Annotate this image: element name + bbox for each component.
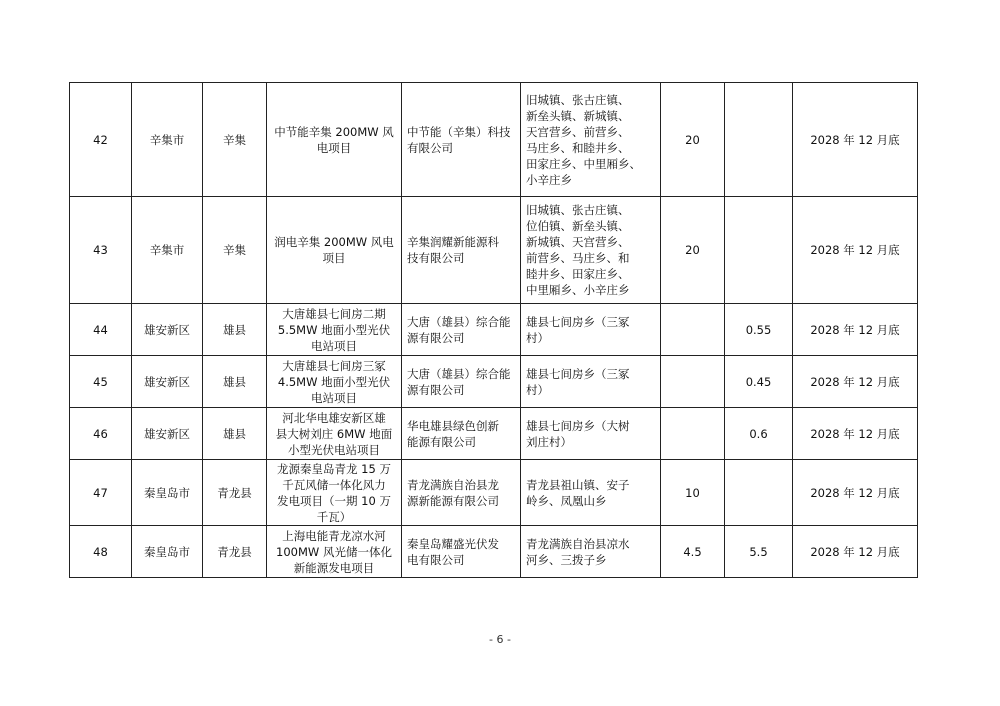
solar-capacity-cell bbox=[725, 460, 793, 526]
project-name-cell-line: 上海电能青龙凉水河 bbox=[282, 528, 386, 543]
project-name-cell-line: 电项目 bbox=[316, 140, 352, 155]
county-cell: 青龙县 bbox=[203, 526, 267, 578]
table-row bbox=[70, 408, 918, 460]
company-cell bbox=[402, 83, 521, 197]
location-cell-line: 雄县七间房乡（大树 bbox=[526, 418, 630, 433]
location-cell-line: 刘庄村） bbox=[526, 434, 572, 449]
company-cell-line: 大唐（雄县）综合能 bbox=[407, 366, 511, 381]
location-cell-line: 青龙满族自治县凉水 bbox=[526, 536, 630, 551]
company-cell-line: 秦皇岛耀盛光伏发 bbox=[407, 536, 499, 551]
wind-capacity-cell bbox=[661, 408, 725, 460]
wind-capacity-cell: 4.5 bbox=[661, 526, 725, 578]
location-cell-line: 睦井乡、田家庄乡、 bbox=[526, 267, 630, 281]
company-cell-line: 有限公司 bbox=[407, 140, 453, 155]
project-name-cell-line: 大唐雄县七间房三冢 bbox=[282, 358, 386, 373]
row-number: 43 bbox=[70, 197, 132, 304]
project-name-cell-line: 4.5MW 地面小型光伏 bbox=[277, 374, 391, 389]
wind-capacity-cell bbox=[661, 304, 725, 356]
table-row bbox=[70, 526, 918, 578]
location-cell-line: 新城镇、天宫营乡、 bbox=[526, 235, 630, 249]
project-name-cell-line: 千瓦风储一体化风力 bbox=[282, 477, 386, 492]
project-name-cell bbox=[267, 197, 402, 304]
company-cell-line: 电有限公司 bbox=[407, 552, 465, 567]
completion-date-cell: 2028 年 12 月底 bbox=[793, 526, 918, 578]
location-cell bbox=[521, 460, 661, 526]
completion-date-cell: 2028 年 12 月底 bbox=[793, 304, 918, 356]
project-name-cell-line: 中节能辛集 200MW 风 bbox=[274, 124, 394, 139]
wind-capacity-cell: 10 bbox=[661, 460, 725, 526]
project-table bbox=[69, 82, 918, 578]
location-cell-line: 青龙县祖山镇、安子 bbox=[526, 477, 630, 492]
wind-capacity-cell bbox=[661, 356, 725, 408]
project-name-cell bbox=[267, 460, 402, 526]
company-cell-line: 源新能源有限公司 bbox=[407, 493, 499, 508]
location-cell-line: 马庄乡、和睦井乡、 bbox=[526, 140, 630, 155]
project-name-cell-line: 5.5MW 地面小型光伏 bbox=[277, 322, 391, 337]
project-name-cell bbox=[267, 356, 402, 408]
county-cell: 雄县 bbox=[203, 408, 267, 460]
location-cell-line: 田家庄乡、中里厢乡、 bbox=[526, 156, 641, 171]
table-row bbox=[70, 460, 918, 526]
county-cell: 青龙县 bbox=[203, 460, 267, 526]
table-row bbox=[70, 304, 918, 356]
page-number: - 6 - bbox=[489, 633, 511, 646]
location-cell-line: 前营乡、马庄乡、和 bbox=[526, 251, 630, 265]
company-cell-line: 华电雄县绿色创新 bbox=[407, 418, 499, 433]
row-number: 44 bbox=[70, 304, 132, 356]
project-name-cell-line: 县大树刘庄 6MW 地面 bbox=[275, 426, 393, 441]
project-name-cell-line: 项目 bbox=[322, 251, 346, 265]
project-name-cell-line: 大唐雄县七间房二期 bbox=[282, 306, 386, 321]
row-number: 47 bbox=[70, 460, 132, 526]
location-cell-line: 新垒头镇、新城镇、 bbox=[526, 108, 630, 123]
location-cell bbox=[521, 304, 661, 356]
project-name-cell-line: 电站项目 bbox=[311, 390, 357, 405]
company-cell bbox=[402, 356, 521, 408]
table-row bbox=[70, 197, 918, 304]
city-cell: 雄安新区 bbox=[132, 408, 203, 460]
location-cell-line: 雄县七间房乡（三冢 bbox=[526, 314, 630, 329]
location-cell-line: 村） bbox=[526, 330, 549, 345]
location-cell bbox=[521, 197, 661, 304]
company-cell-line: 中节能（辛集）科技 bbox=[407, 124, 511, 139]
county-cell: 雄县 bbox=[203, 304, 267, 356]
project-name-cell-line: 新能源发电项目 bbox=[293, 560, 375, 575]
project-name-cell-line: 龙源秦皇岛青龙 15 万 bbox=[277, 461, 391, 476]
project-name-cell-line: 100MW 风光储一体化 bbox=[276, 544, 392, 559]
county-cell: 辛集 bbox=[203, 83, 267, 197]
solar-capacity-cell: 0.6 bbox=[725, 408, 793, 460]
project-name-cell-line: 电站项目 bbox=[311, 338, 357, 353]
solar-capacity-cell: 5.5 bbox=[725, 526, 793, 578]
location-cell-line: 旧城镇、张古庄镇、 bbox=[526, 203, 630, 217]
project-name-cell bbox=[267, 526, 402, 578]
location-cell-line: 河乡、三拨子乡 bbox=[526, 552, 607, 567]
location-cell-line: 小辛庄乡 bbox=[526, 172, 572, 187]
location-cell-line: 村） bbox=[526, 382, 549, 397]
table-row bbox=[70, 83, 918, 197]
completion-date-cell: 2028 年 12 月底 bbox=[793, 356, 918, 408]
completion-date-cell: 2028 年 12 月底 bbox=[793, 197, 918, 304]
county-cell: 雄县 bbox=[203, 356, 267, 408]
location-cell bbox=[521, 526, 661, 578]
completion-date-cell: 2028 年 12 月底 bbox=[793, 460, 918, 526]
company-cell-line: 源有限公司 bbox=[407, 330, 465, 345]
wind-capacity-cell: 20 bbox=[661, 197, 725, 304]
table-body bbox=[70, 83, 918, 578]
project-name-cell bbox=[267, 83, 402, 197]
project-name-cell-line: 小型光伏电站项目 bbox=[288, 442, 380, 457]
location-cell-line: 旧城镇、张古庄镇、 bbox=[526, 92, 630, 107]
row-number: 46 bbox=[70, 408, 132, 460]
company-cell-line: 技有限公司 bbox=[407, 251, 465, 265]
solar-capacity-cell: 0.45 bbox=[725, 356, 793, 408]
completion-date-cell: 2028 年 12 月底 bbox=[793, 83, 918, 197]
location-cell-line: 雄县七间房乡（三冢 bbox=[526, 366, 630, 381]
row-number: 45 bbox=[70, 356, 132, 408]
company-cell-line: 辛集润耀新能源科 bbox=[407, 235, 499, 249]
company-cell bbox=[402, 408, 521, 460]
project-name-cell-line: 润电辛集 200MW 风电 bbox=[274, 235, 394, 249]
row-number: 48 bbox=[70, 526, 132, 578]
project-name-cell bbox=[267, 304, 402, 356]
project-name-cell-line: 发电项目（一期 10 万 bbox=[277, 493, 391, 508]
location-cell bbox=[521, 356, 661, 408]
city-cell: 秦皇岛市 bbox=[132, 526, 203, 578]
city-cell: 辛集市 bbox=[132, 83, 203, 197]
location-cell bbox=[521, 83, 661, 197]
company-cell-line: 能源有限公司 bbox=[407, 434, 476, 449]
project-name-cell-line: 河北华电雄安新区雄 bbox=[282, 410, 386, 425]
solar-capacity-cell bbox=[725, 197, 793, 304]
project-name-cell bbox=[267, 408, 402, 460]
completion-date-cell: 2028 年 12 月底 bbox=[793, 408, 918, 460]
company-cell bbox=[402, 460, 521, 526]
company-cell bbox=[402, 304, 521, 356]
company-cell-line: 大唐（雄县）综合能 bbox=[407, 314, 511, 329]
wind-capacity-cell: 20 bbox=[661, 83, 725, 197]
city-cell: 秦皇岛市 bbox=[132, 460, 203, 526]
city-cell: 辛集市 bbox=[132, 197, 203, 304]
location-cell-line: 中里厢乡、小辛庄乡 bbox=[526, 283, 630, 297]
company-cell-line: 源有限公司 bbox=[407, 382, 465, 397]
table-row bbox=[70, 356, 918, 408]
city-cell: 雄安新区 bbox=[132, 356, 203, 408]
county-cell: 辛集 bbox=[203, 197, 267, 304]
location-cell-line: 岭乡、凤凰山乡 bbox=[526, 493, 607, 508]
solar-capacity-cell: 0.55 bbox=[725, 304, 793, 356]
location-cell-line: 天宫营乡、前营乡、 bbox=[526, 124, 630, 139]
company-cell-line: 青龙满族自治县龙 bbox=[407, 477, 499, 492]
row-number: 42 bbox=[70, 83, 132, 197]
solar-capacity-cell bbox=[725, 83, 793, 197]
location-cell-line: 位伯镇、新垒头镇、 bbox=[526, 219, 630, 233]
company-cell bbox=[402, 197, 521, 304]
company-cell bbox=[402, 526, 521, 578]
location-cell bbox=[521, 408, 661, 460]
city-cell: 雄安新区 bbox=[132, 304, 203, 356]
project-name-cell-line: 千瓦） bbox=[316, 509, 352, 524]
